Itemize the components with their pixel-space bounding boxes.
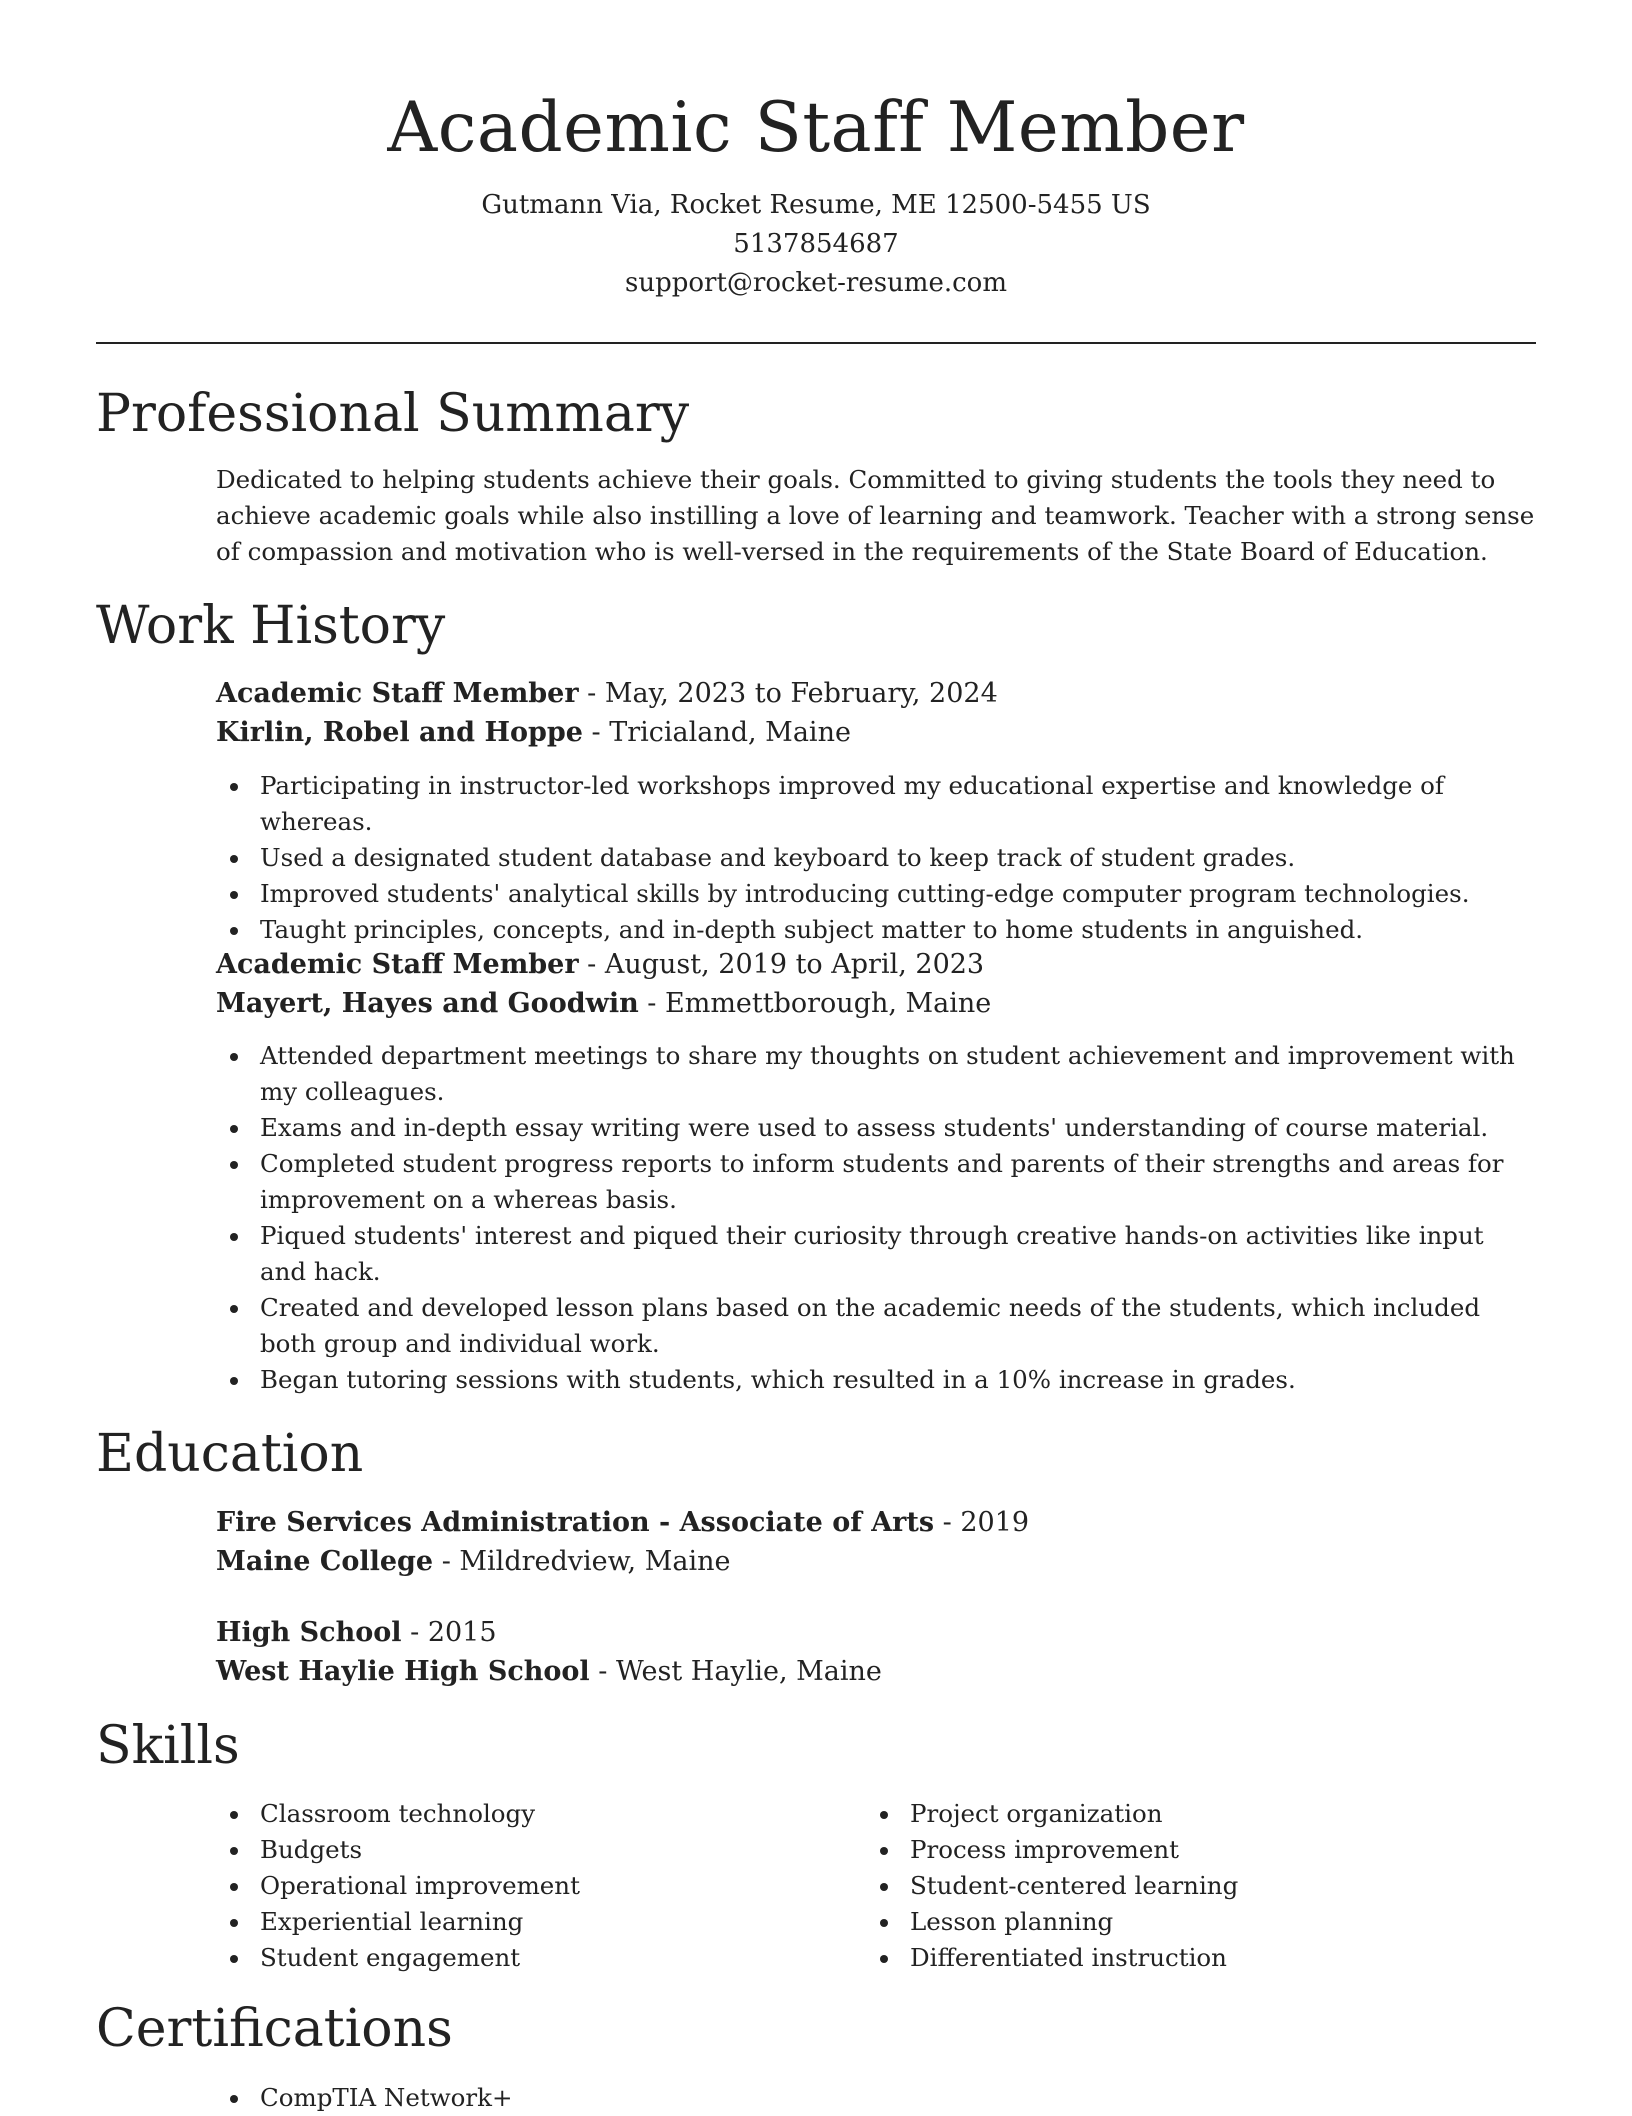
education-location: - West Haylie, Maine: [589, 1656, 882, 1687]
job-bullet: Attended department meetings to share my thoughts on student achievement and improvement with my colleagues.: [216, 1038, 1536, 1110]
education-school: West Haylie High School: [216, 1656, 590, 1687]
contact-phone: 5137854687: [733, 229, 899, 259]
skills-list-right: [866, 1796, 1466, 1976]
skill-item: Process improvement: [866, 1832, 1466, 1868]
contact-address: Gutmann Via, Rocket Resume, ME 12500-5455 US: [481, 190, 1151, 220]
certifications-list: [216, 2080, 1536, 2116]
header-divider: [96, 342, 1536, 344]
job-bullet: Taught principles, concepts, and in-depth subject matter to home students in anguished.: [216, 912, 1536, 948]
section-title-education: Education: [96, 1424, 364, 1484]
skill-item: Operational improvement: [216, 1868, 816, 1904]
job-title-line: [216, 674, 998, 714]
skill-item: Experiential learning: [216, 1904, 816, 1940]
job-dates: - May, 2023 to February, 2024: [578, 678, 998, 709]
education-degree: High School: [216, 1617, 402, 1648]
skill-item: Lesson planning: [866, 1904, 1466, 1940]
job-role: Academic Staff Member: [216, 949, 579, 980]
section-title-summary: Professional Summary: [96, 384, 690, 444]
section-title-skills: Skills: [96, 1716, 240, 1776]
job-role: Academic Staff Member: [216, 678, 579, 709]
education-year: - 2019: [934, 1507, 1030, 1538]
summary-text: Dedicated to helping students achieve their goals. Committed to giving students the tools they need to achieve academic goals while also instilling a love of learning and teamwork. Teacher with a strong sense of compassion and motivation who is well-versed in the requirements of the State Board of Education.: [216, 465, 1535, 566]
job-bullet: Began tutoring sessions with students, which resulted in a 10% increase in grades.: [216, 1362, 1536, 1398]
job-bullet: Completed student progress reports to inform students and parents of their strengths and areas for improvement on a whereas basis.: [216, 1146, 1536, 1218]
job-location: - Tricialand, Maine: [582, 717, 851, 748]
job-company: Mayert, Hayes and Goodwin: [216, 988, 639, 1019]
skill-item: Differentiated instruction: [866, 1940, 1466, 1976]
resume-header: [0, 80, 1632, 303]
certification-item: CompTIA Network+: [216, 2080, 1536, 2116]
education-school-line: [216, 1542, 730, 1582]
skill-item: Classroom technology: [216, 1796, 816, 1832]
job-company: Kirlin, Robel and Hoppe: [216, 717, 583, 748]
job-bullet: Participating in instructor-led workshops improved my educational expertise and knowledge of whereas.: [216, 768, 1536, 840]
job-company-line: [216, 984, 991, 1024]
contact-email: support@rocket-resume.com: [624, 268, 1007, 298]
skill-item: Project organization: [866, 1796, 1466, 1832]
skill-item: Student-centered learning: [866, 1868, 1466, 1904]
education-degree-line: [216, 1613, 497, 1653]
section-title-work-history: Work History: [96, 596, 446, 656]
education-location: - Mildredview, Maine: [433, 1546, 731, 1577]
education-school: Maine College: [216, 1546, 434, 1577]
education-degree: Fire Services Administration - Associate of Arts: [216, 1507, 935, 1538]
job-bullet: Used a designated student database and keyboard to keep track of student grades.: [216, 840, 1536, 876]
education-school-line: [216, 1652, 882, 1692]
job-company-line: [216, 713, 851, 753]
job-location: - Emmettborough, Maine: [638, 988, 992, 1019]
job-bullet: Created and developed lesson plans based on the academic needs of the students, which included both group and individual work.: [216, 1290, 1536, 1362]
education-year: - 2015: [401, 1617, 497, 1648]
section-title-certifications: Certifications: [96, 1999, 453, 2059]
skill-item: Student engagement: [216, 1940, 816, 1976]
job-bullet-list: [216, 1038, 1536, 1398]
candidate-name: Academic Staff Member: [387, 88, 1245, 168]
skill-item: Budgets: [216, 1832, 816, 1868]
job-dates: - August, 2019 to April, 2023: [578, 949, 985, 980]
education-degree-line: [216, 1503, 1029, 1543]
job-title-line: [216, 945, 984, 985]
job-bullet: Improved students' analytical skills by introducing cutting-edge computer program technologies.: [216, 876, 1536, 912]
job-bullet-list: [216, 768, 1536, 948]
job-bullet: Piqued students' interest and piqued their curiosity through creative hands-on activities like input and hack.: [216, 1218, 1536, 1290]
skills-list-left: [216, 1796, 816, 1976]
job-bullet: Exams and in-depth essay writing were used to assess students' understanding of course material.: [216, 1110, 1536, 1146]
